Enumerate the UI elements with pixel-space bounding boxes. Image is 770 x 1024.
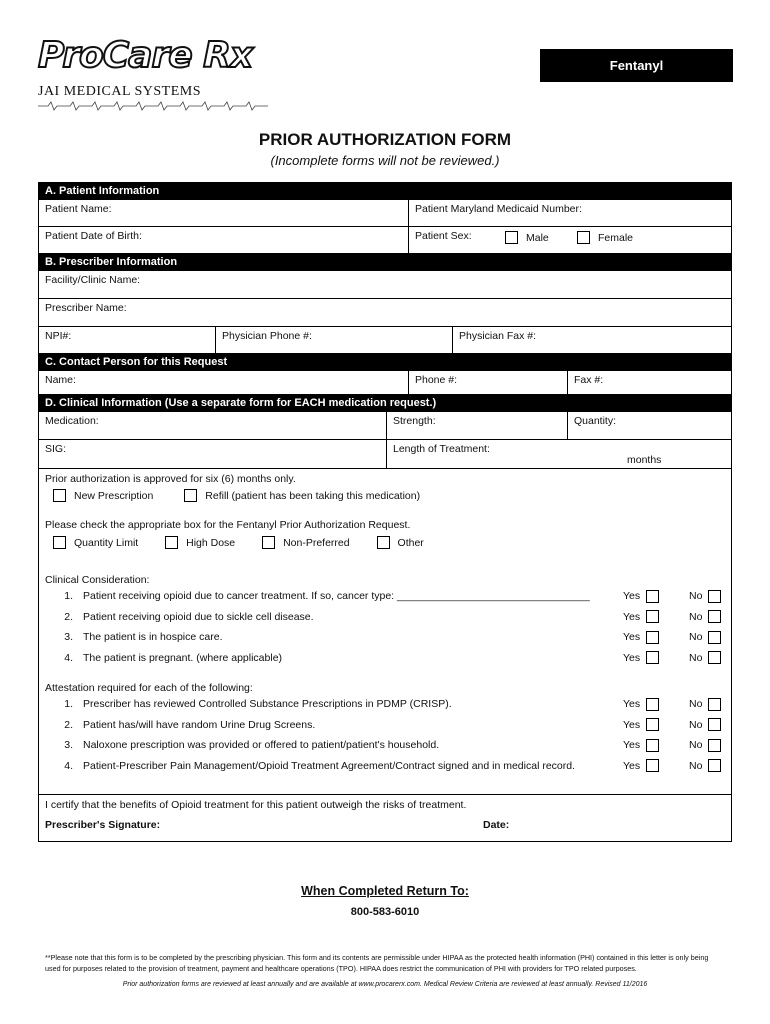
- prescriber-name-field[interactable]: [39, 299, 731, 326]
- no-checkbox[interactable]: [708, 651, 721, 664]
- yes-label: Yes: [623, 590, 641, 603]
- facility-name-label: Facility/Clinic Name:: [45, 274, 141, 286]
- yes-checkbox[interactable]: [646, 698, 659, 711]
- heartbeat-wave-icon: [38, 100, 268, 112]
- quantity-field[interactable]: [567, 412, 731, 439]
- physician-fax-field[interactable]: [452, 327, 731, 353]
- contact-name-label: Name:: [45, 374, 76, 386]
- other-label: Other: [397, 536, 424, 549]
- no-label: No: [689, 718, 703, 731]
- section-d-header: D. Clinical Information (Use a separate form for EACH medication request.): [39, 395, 731, 412]
- attestation-item: [45, 756, 725, 777]
- patient-dob-field[interactable]: [39, 227, 408, 253]
- consideration-item: [45, 648, 725, 669]
- signature-label: Prescriber's Signature:: [45, 819, 161, 831]
- yes-checkbox[interactable]: [646, 759, 659, 772]
- strength-field[interactable]: [386, 412, 567, 439]
- no-checkbox[interactable]: [708, 698, 721, 711]
- no-checkbox[interactable]: [708, 739, 721, 752]
- consideration-text: The patient is pregnant. (where applicable): [83, 651, 283, 664]
- contact-phone-label: Phone #:: [415, 374, 458, 386]
- consideration-number: 1.: [64, 590, 73, 603]
- consideration-list: [45, 586, 725, 668]
- refill-label: Refill (patient has been taking this medication): [205, 489, 421, 502]
- attestation-number: 2.: [64, 718, 73, 731]
- no-label: No: [689, 590, 703, 603]
- medicaid-number-label: Patient Maryland Medicaid Number:: [415, 203, 582, 215]
- consideration-item: [45, 607, 725, 628]
- consideration-text: The patient is in hospice care.: [83, 631, 223, 644]
- attestation-number: 3.: [64, 739, 73, 752]
- contact-fax-label: Fax #:: [574, 374, 604, 386]
- consideration-item: [45, 586, 725, 607]
- approval-note: Prior authorization is approved for six (6) months only.: [45, 473, 296, 485]
- female-label: Female: [598, 231, 634, 244]
- return-title: When Completed Return To:: [301, 884, 469, 898]
- sig-field[interactable]: [39, 440, 386, 468]
- no-label: No: [689, 631, 703, 644]
- patient-name-label: Patient Name:: [45, 203, 112, 215]
- yes-label: Yes: [623, 651, 641, 664]
- consideration-text: Patient receiving opioid due to cancer treatment. If so, cancer type: _________________________________: [83, 590, 590, 603]
- attestation-item: [45, 715, 725, 736]
- no-checkbox[interactable]: [708, 610, 721, 623]
- consideration-number: 2.: [64, 610, 73, 623]
- male-checkbox[interactable]: [505, 231, 518, 244]
- no-label: No: [689, 759, 703, 772]
- yes-checkbox[interactable]: [646, 718, 659, 731]
- new-prescription-label: New Prescription: [74, 489, 154, 502]
- no-label: No: [689, 739, 703, 752]
- patient-dob-label: Patient Date of Birth:: [45, 230, 142, 242]
- form-title: PRIOR AUTHORIZATION FORM: [258, 130, 512, 149]
- section-b-header: B. Prescriber Information: [39, 254, 731, 271]
- certify-text: I certify that the benefits of Opioid treatment for this patient outweigh the risks of treatment.: [45, 799, 467, 811]
- female-checkbox[interactable]: [577, 231, 590, 244]
- attestation-list: [45, 694, 725, 776]
- medicaid-number-field[interactable]: [408, 200, 731, 226]
- no-checkbox[interactable]: [708, 590, 721, 603]
- no-checkbox[interactable]: [708, 759, 721, 772]
- male-label: Male: [526, 231, 549, 244]
- yes-label: Yes: [623, 631, 641, 644]
- yes-checkbox[interactable]: [646, 739, 659, 752]
- yes-checkbox[interactable]: [646, 651, 659, 664]
- length-of-treatment-label: Length of Treatment:: [393, 443, 490, 455]
- non-preferred-checkbox[interactable]: [262, 536, 275, 549]
- consideration-item: [45, 627, 725, 648]
- physician-fax-label: Physician Fax #:: [459, 330, 537, 342]
- npi-label: NPI#:: [45, 330, 72, 342]
- months-label: months: [627, 454, 662, 466]
- clinical-details-block: [39, 469, 731, 795]
- attestation-item: [45, 735, 725, 756]
- attestation-text: Patient-Prescriber Pain Management/Opioid Treatment Agreement/Contract signed and in medical record.: [83, 759, 576, 772]
- patient-sex-label: Patient Sex:: [415, 230, 472, 242]
- yes-checkbox[interactable]: [646, 631, 659, 644]
- check-box-note: Please check the appropriate box for the Fentanyl Prior Authorization Request.: [45, 519, 411, 531]
- sig-label: SIG:: [45, 443, 67, 455]
- attestation-number: 4.: [64, 759, 73, 772]
- no-label: No: [689, 651, 703, 664]
- quantity-limit-checkbox[interactable]: [53, 536, 66, 549]
- no-checkbox[interactable]: [708, 631, 721, 644]
- yes-label: Yes: [623, 698, 641, 711]
- authorization-form: [38, 182, 732, 842]
- patient-name-field[interactable]: [39, 200, 408, 226]
- consideration-title: Clinical Consideration:: [45, 574, 150, 586]
- yes-label: Yes: [623, 739, 641, 752]
- medication-field[interactable]: [39, 412, 386, 439]
- high-dose-label: High Dose: [186, 536, 236, 549]
- quantity-label: Quantity:: [574, 415, 617, 427]
- no-checkbox[interactable]: [708, 718, 721, 731]
- date-label: Date:: [483, 819, 510, 831]
- no-label: No: [689, 610, 703, 623]
- consideration-text: Patient receiving opioid due to sickle cell disease.: [83, 610, 314, 623]
- footer-text: Prior authorization forms are reviewed at least annually and are available at www.procarerx.com. Medical Review Criteria are reviewed at least annually. Revised 11/2016: [122, 981, 648, 988]
- facility-name-field[interactable]: [39, 271, 731, 298]
- attestation-number: 1.: [64, 698, 73, 711]
- no-label: No: [689, 698, 703, 711]
- medication-label: Medication:: [45, 415, 99, 427]
- yes-label: Yes: [623, 610, 641, 623]
- section-c-header: C. Contact Person for this Request: [39, 354, 731, 371]
- contact-name-field[interactable]: [39, 371, 408, 394]
- attestation-text: Patient has/will have random Urine Drug Screens.: [83, 718, 316, 731]
- physician-phone-field[interactable]: [215, 327, 452, 353]
- drug-name-badge: Fentanyl: [540, 49, 733, 82]
- npi-field[interactable]: [39, 327, 215, 353]
- physician-phone-label: Physician Phone #:: [222, 330, 312, 342]
- length-of-treatment-field[interactable]: [386, 440, 731, 468]
- form-subtitle: (Incomplete forms will not be reviewed.): [270, 153, 500, 168]
- procare-logo: [38, 36, 278, 126]
- other-checkbox[interactable]: [377, 536, 390, 549]
- hipaa-note: **Please note that this form is to be completed by the prescribing physician. This form and its contents are permissible under HIPAA as the protected health information (PHI) contained in this letter is only being used for purposes related to the provision of treatment, payment and healthcare operations (TPO). HIPAA does restrict the communication of PHI with providers for TPO related purposes.: [45, 953, 709, 973]
- refill-checkbox[interactable]: [184, 489, 197, 502]
- return-phone: 800-583-6010: [350, 906, 420, 918]
- attestation-item: [45, 694, 725, 715]
- attestation-title: Attestation required for each of the following:: [45, 682, 253, 694]
- contact-phone-field[interactable]: [408, 371, 567, 394]
- logo-main-text: ProCare Rx: [38, 35, 253, 76]
- yes-label: Yes: [623, 718, 641, 731]
- patient-sex-field: [408, 227, 731, 253]
- consideration-number: 4.: [64, 651, 73, 664]
- contact-fax-field[interactable]: [567, 371, 731, 394]
- attestation-text: Prescriber has reviewed Controlled Substance Prescriptions in PDMP (CRISP).: [83, 698, 452, 711]
- strength-label: Strength:: [393, 415, 436, 427]
- yes-label: Yes: [623, 759, 641, 772]
- prescriber-name-label: Prescriber Name:: [45, 302, 127, 314]
- quantity-limit-label: Quantity Limit: [74, 536, 139, 549]
- new-prescription-checkbox[interactable]: [53, 489, 66, 502]
- consideration-number: 3.: [64, 631, 73, 644]
- certification-block: [39, 795, 731, 842]
- high-dose-checkbox[interactable]: [165, 536, 178, 549]
- yes-checkbox[interactable]: [646, 590, 659, 603]
- section-a-header: A. Patient Information: [39, 183, 731, 200]
- yes-checkbox[interactable]: [646, 610, 659, 623]
- attestation-text: Naloxone prescription was provided or offered to patient/patient's household.: [83, 739, 440, 752]
- logo-subtext: JAI MEDICAL SYSTEMS: [38, 84, 201, 99]
- non-preferred-label: Non-Preferred: [283, 536, 350, 549]
